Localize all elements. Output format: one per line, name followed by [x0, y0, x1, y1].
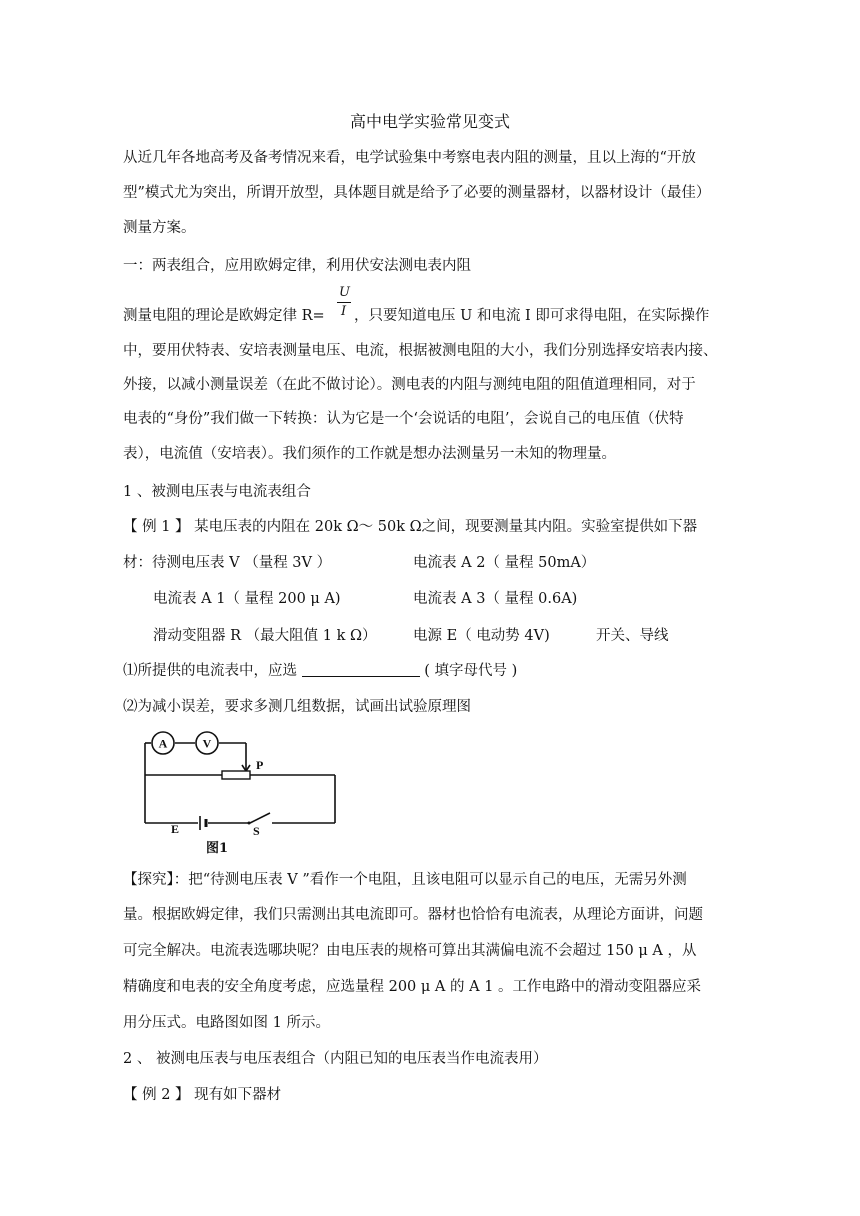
- example1-item-source: 电源 E（ 电动势 4V): [413, 628, 550, 644]
- voltmeter-label: V: [202, 736, 212, 751]
- example1-question-2: ⑵为减小误差，要求多测几组数据，试画出试验原理图: [123, 699, 471, 715]
- analysis-line-1: 【探究】：把“待测电压表 V ”看作一个电阻，且该电阻可以显示自己的电压，无需另外测: [123, 872, 687, 888]
- rheostat-icon: [222, 771, 250, 779]
- formula-numerator: U: [339, 285, 350, 300]
- theory-line-1b: ，只要知道电压 U 和电流 I 即可求得电阻，在实际操作: [354, 308, 710, 324]
- example1-question-1: [123, 661, 517, 681]
- switch-icon: [248, 822, 251, 825]
- theory-line-5: 表），电流值（安培表）。我们须作的工作就是想办法测量另一未知的物理量。: [123, 446, 616, 462]
- analysis-line-5: 用分压式。电路图如图 1 所示。: [123, 1015, 330, 1031]
- example1-item-a1: 电流表 A 1（ 量程 200 μ A): [153, 591, 341, 607]
- example1-item-a2: 电流表 A 2（ 量程 50mA）: [413, 555, 596, 571]
- theory-line-2: 中，要用伏特表、安培表测量电压、电流，根据被测电阻的大小，我们分别选择安培表内接、: [123, 343, 718, 359]
- battery-label-e: E: [171, 822, 180, 836]
- theory-line-3: 外接，以减小测量误差（在此不做讨论）。测电表的内阻与测纯电阻的阻值道理相同，对于: [123, 377, 696, 393]
- analysis-line-2: 量。根据欧姆定律，我们只需测出其电流即可。器材也恰恰有电流表，从理论方面讲，问题: [123, 907, 703, 923]
- page-title: 高中电学实验常见变式: [349, 112, 510, 131]
- example1-line-1: 【 例 1 】 某电压表的内阻在 20k Ω～ 50k Ω之间，现要测量其内阻。实验室提供如下器: [123, 519, 698, 535]
- intro-line-3: 测量方案。: [123, 220, 196, 236]
- intro-line-1: 从近几年各地高考及备考情况来看，电学试验集中考察电表内阻的测量，且以上海的“开放: [123, 150, 696, 166]
- analysis-line-4: 精确度和电表的安全角度考虑，应选量程 200 μ A 的 A 1 。工作电路中的滑动变阻器应采: [123, 979, 702, 995]
- intro-line-2: 型”模式尤为突出，所谓开放型，具体题目就是给予了必要的测量器材，以器材设计（最佳）: [123, 185, 711, 201]
- example1-item-a3: 电流表 A 3（ 量程 0.6A): [413, 591, 578, 607]
- subsection-1: 1 、被测电压表与电流表组合: [123, 484, 311, 500]
- answer-blank: [302, 662, 420, 677]
- formula-fraction-bar: [337, 302, 351, 303]
- figure-caption: 图1: [206, 841, 229, 856]
- theory-line-1a: 测量电阻的理论是欧姆定律 R=: [123, 308, 325, 324]
- formula-denominator: I: [341, 304, 347, 319]
- q1-text: ⑴所提供的电流表中，应选: [123, 663, 297, 679]
- analysis-line-3: 可完全解决。电流表选哪块呢？由电压表的规格可算出其满偏电流不会超过 150 μ A ，从: [123, 943, 697, 959]
- subsection-2: 2 、 被测电压表与电压表组合（内阻已知的电压表当作电流表用）: [123, 1051, 548, 1067]
- example1-item-rheostat: 滑动变阻器 R （最大阻值 1 k Ω）: [153, 628, 377, 644]
- example1-item-switch: 开关、导线: [596, 628, 669, 644]
- circuit-diagram: [140, 728, 365, 858]
- example2-heading: 【 例 2 】 现有如下器材: [123, 1087, 282, 1103]
- section-heading-1: 一：两表组合，应用欧姆定律，利用伏安法测电表内阻: [123, 258, 471, 274]
- theory-line-4: 电表的“身份”我们做一下转换：认为它是一个‘会说话的电阻’，会说自己的电压值（伏特: [123, 411, 684, 427]
- q1-hint: ( 填字母代号 ): [424, 663, 518, 679]
- switch-label-s: S: [253, 824, 260, 838]
- example1-item-voltmeter: 材：待测电压表 V （量程 3V ）: [123, 555, 332, 571]
- ammeter-label: A: [158, 736, 168, 751]
- slider-label-p: P: [256, 758, 264, 772]
